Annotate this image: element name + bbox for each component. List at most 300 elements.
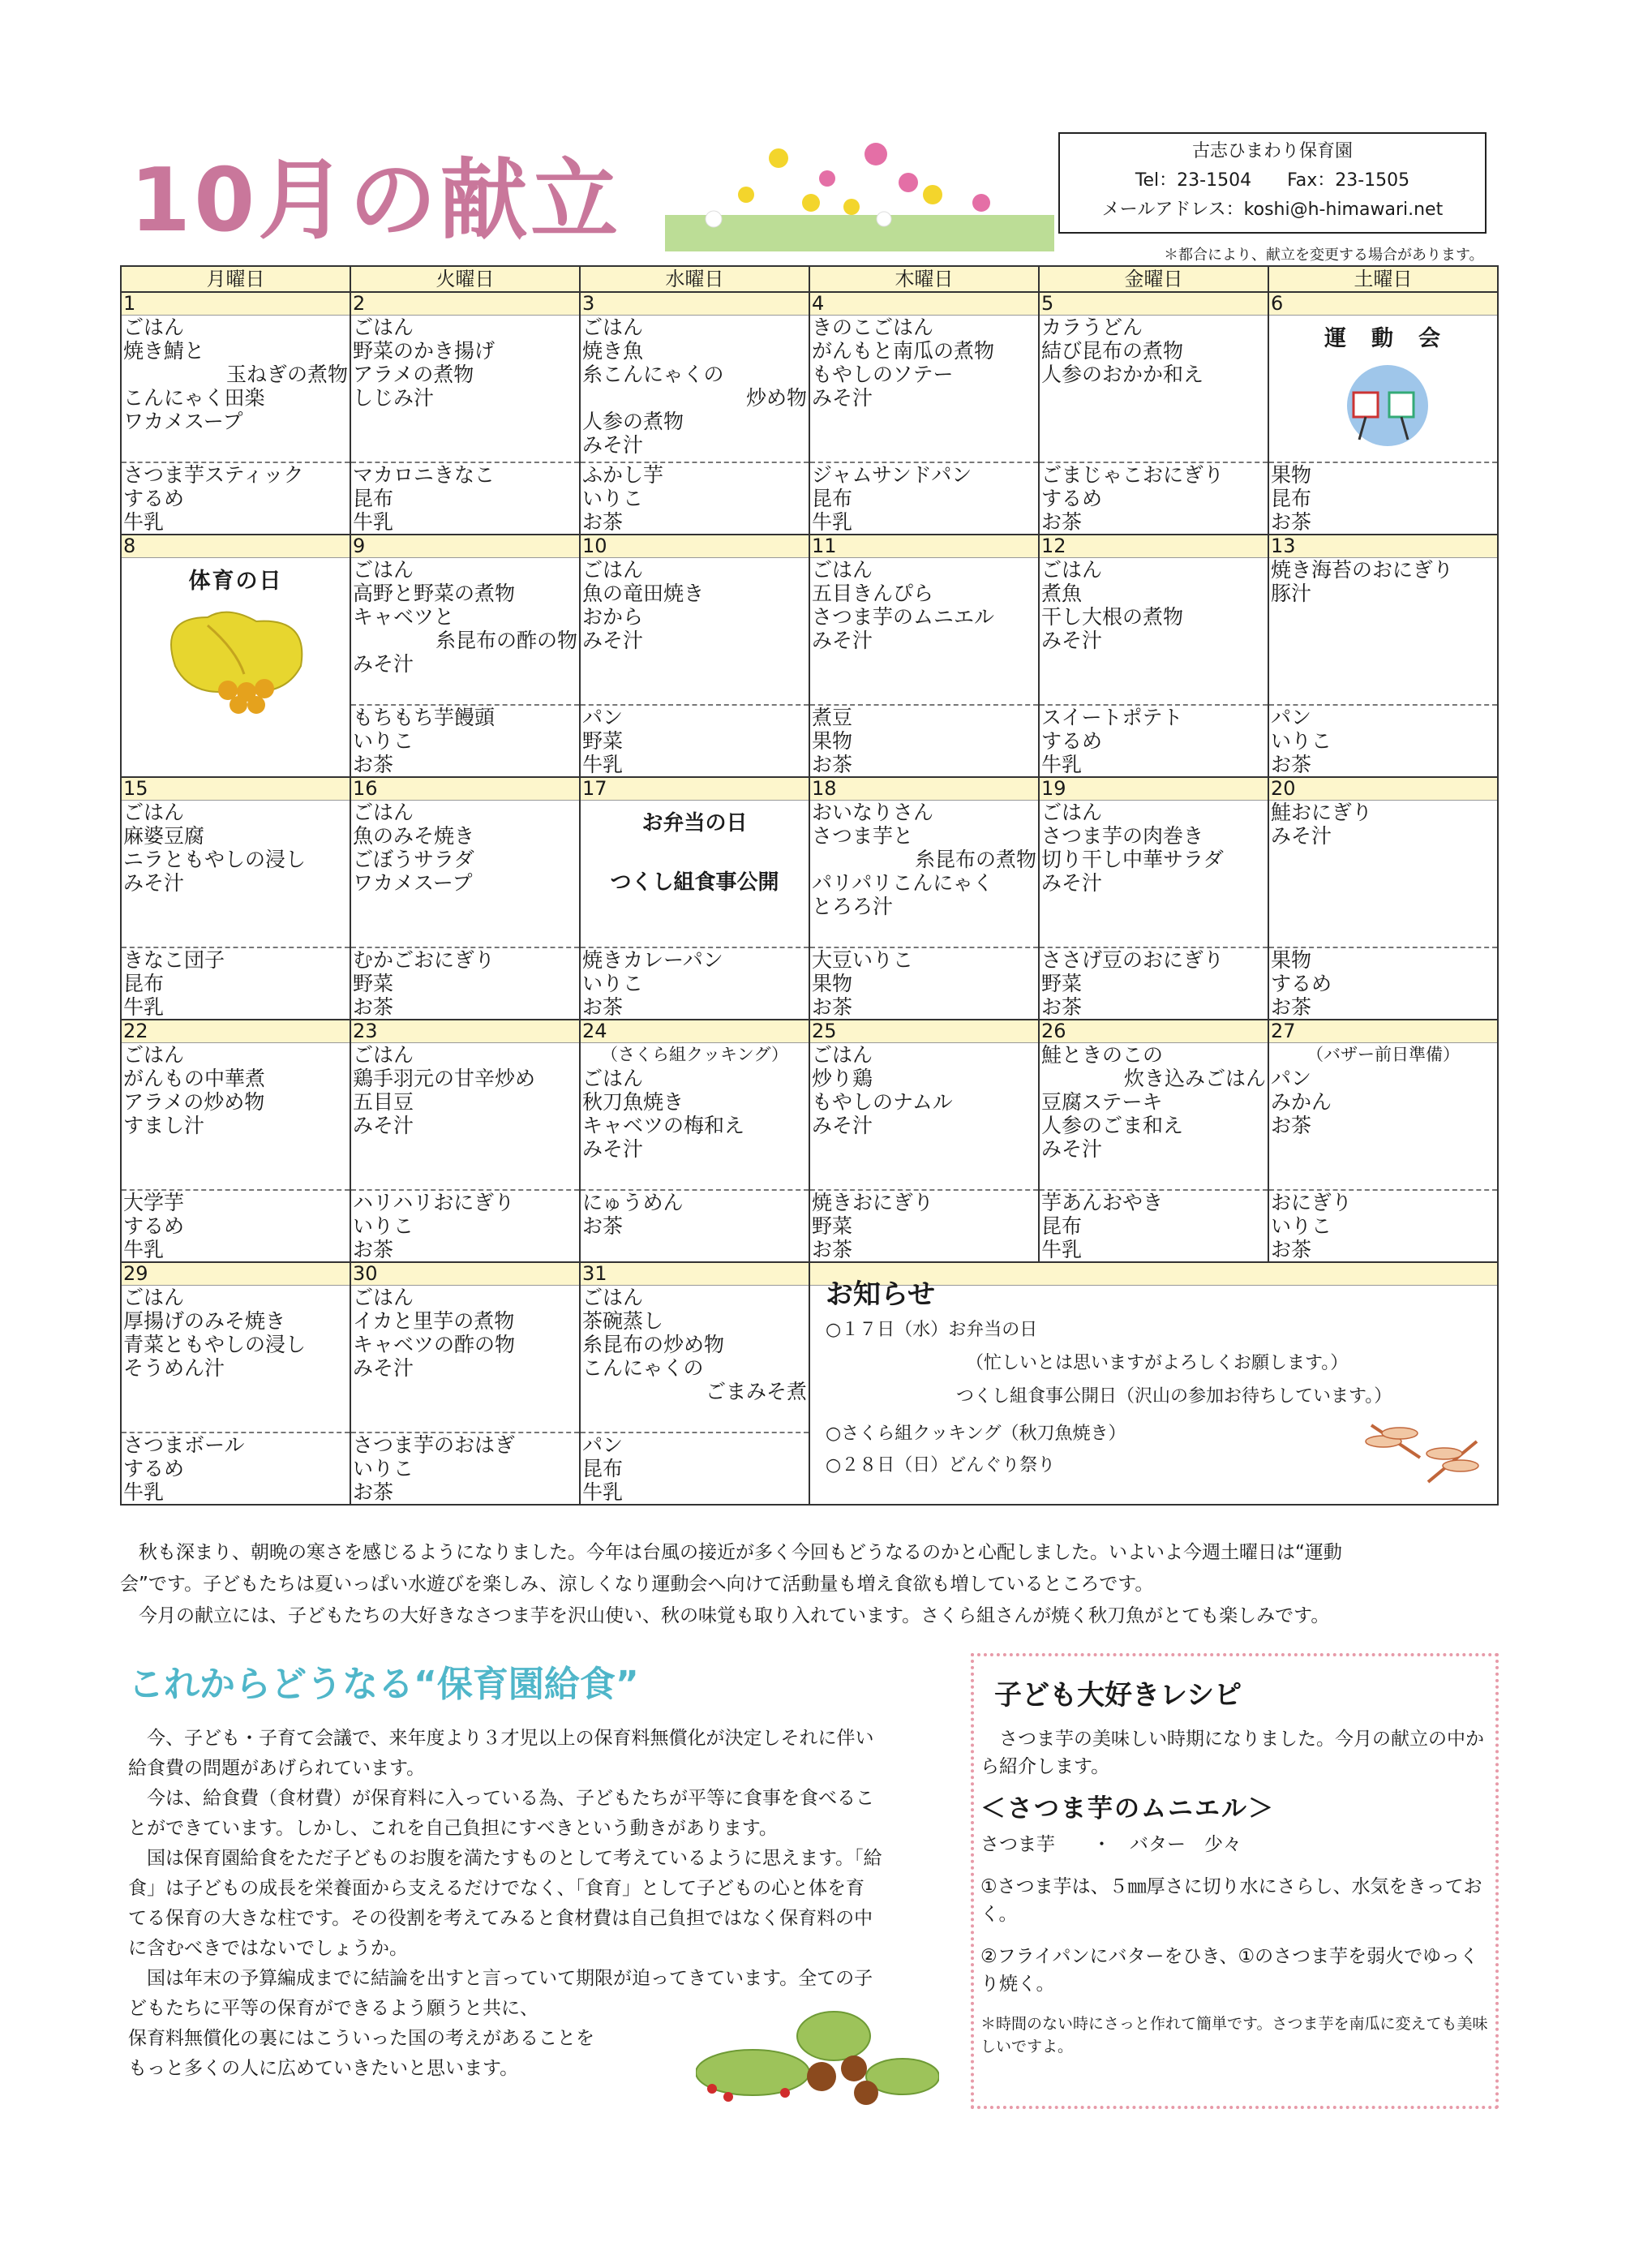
snack-item: お茶 xyxy=(353,1480,394,1504)
snack-item: マカロニきなこ xyxy=(353,463,496,487)
snack-item: いりこ xyxy=(1271,729,1332,753)
lunch-item: そうめん汁 xyxy=(123,1356,225,1380)
snack-item: もちもち芋饅頭 xyxy=(353,706,496,729)
snack-item: 牛乳 xyxy=(123,995,165,1019)
event-label: お弁当の日 xyxy=(641,811,748,835)
lunch-item: 焼き魚 xyxy=(582,339,644,363)
lunch-item: すまし汁 xyxy=(123,1114,205,1137)
article-line: どもたちに平等の保育ができるよう願うと共に、 xyxy=(128,1998,538,2019)
recipe-intro: さつま芋の美味しい時期になりました。今月の献立の中から紹介します。 xyxy=(980,1729,1484,1777)
event-label: 運 動 会 xyxy=(1324,326,1442,351)
day-number: 25 xyxy=(809,1020,1039,1043)
snack-item: 牛乳 xyxy=(123,510,165,534)
day-number: 16 xyxy=(350,777,580,801)
snack-item: さつま芋のおはぎ xyxy=(353,1433,516,1457)
snack-item: お茶 xyxy=(582,1214,624,1238)
snack-cell xyxy=(1039,947,1268,1020)
lunch-item: 野菜のかき揚げ xyxy=(353,339,496,363)
week-lunch-row xyxy=(121,316,1498,463)
snack-item: 果物 xyxy=(812,972,853,995)
lunch-item: ごまみそ煮 xyxy=(705,1380,807,1403)
day-number: 12 xyxy=(1039,535,1268,558)
lunch-item: 鶏手羽元の甘辛炒め xyxy=(353,1067,536,1090)
snack-cell xyxy=(1268,462,1498,535)
lunch-item: 鮭ときのこの xyxy=(1041,1043,1164,1067)
recipe-box xyxy=(971,1653,1499,2109)
day-number: 27 xyxy=(1268,1020,1498,1043)
day-number: 4 xyxy=(809,292,1039,316)
snack-item: 野菜 xyxy=(812,1214,853,1238)
notice-title: お知らせ xyxy=(826,1278,935,1311)
lunch-item: ごはん xyxy=(812,1043,873,1067)
event-label: 体育の日 xyxy=(188,569,283,594)
lunch-cell xyxy=(121,316,350,463)
lunch-item: しじみ汁 xyxy=(353,386,435,410)
recipe-body xyxy=(980,1725,1491,2073)
lunch-item: 秋刀魚焼き xyxy=(582,1090,684,1114)
snack-item: 牛乳 xyxy=(1041,753,1083,776)
lunch-cell xyxy=(809,1043,1039,1191)
snack-item: いりこ xyxy=(1271,1214,1332,1238)
intro-line-1: 秋も深まり、朝晩の寒さを感じるようになりました。今年は台風の接近が多く今回もどうなるのかと心配しました。いよいよ今週土曜日は“運動 xyxy=(120,1542,1342,1563)
snack-item: パン xyxy=(1271,706,1312,729)
article-line: に含むべきではないでしょうか。 xyxy=(128,1938,408,1959)
lunch-item: もやしのナムル xyxy=(812,1090,953,1114)
org-name: 古志ひまわり保育園 xyxy=(1191,141,1353,161)
snack-item: お茶 xyxy=(1271,1238,1312,1261)
lunch-item: 糸昆布の炒め物 xyxy=(582,1333,725,1356)
snack-item: 焼きカレーパン xyxy=(582,948,723,972)
lunch-item: 焼き鯖と xyxy=(123,339,205,363)
day-number: 24 xyxy=(580,1020,809,1043)
snack-item: いりこ xyxy=(353,1457,414,1480)
snack-item: にゅうめん xyxy=(582,1191,684,1214)
snack-cell xyxy=(350,1190,580,1262)
recipe-title: 子ども大好きレシピ xyxy=(994,1679,1242,1712)
notice-line-4: ○さくら組クッキング（秋刀魚焼き） xyxy=(826,1424,1126,1444)
lunch-cell xyxy=(580,1286,809,1433)
snack-cell xyxy=(580,1190,809,1262)
week-number-row xyxy=(121,292,1498,316)
lunch-item: ごぼうサラダ xyxy=(353,848,474,871)
day-number: 6 xyxy=(1268,292,1498,316)
lunch-item: キャベツと xyxy=(353,605,455,629)
day-number: 5 xyxy=(1039,292,1268,316)
intro-text xyxy=(120,1537,1499,1632)
snack-cell xyxy=(350,1433,580,1505)
weekday-tue: 火曜日 xyxy=(350,266,580,292)
lunch-cell xyxy=(1039,316,1268,463)
event-sublabel: つくし組食事公開 xyxy=(610,870,779,895)
dragonfly-illustration xyxy=(1355,1417,1485,1490)
lunch-cell xyxy=(1268,558,1498,706)
weekday-wed: 水曜日 xyxy=(580,266,809,292)
lunch-item: 鮭おにぎり xyxy=(1271,801,1373,824)
snack-cell xyxy=(350,947,580,1020)
weekday-thu: 木曜日 xyxy=(809,266,1039,292)
fax: Fax：23-1505 xyxy=(1287,170,1410,191)
snack-item: 牛乳 xyxy=(812,510,853,534)
lunch-item: みそ汁 xyxy=(812,629,873,652)
lunch-item: パン xyxy=(1271,1067,1312,1090)
snack-cell xyxy=(1268,705,1498,777)
lunch-item: みそ汁 xyxy=(582,1137,644,1161)
day-number: 13 xyxy=(1268,535,1498,558)
lunch-cell xyxy=(350,558,580,706)
day-number: 2 xyxy=(350,292,580,316)
lunch-item: 炒り鶏 xyxy=(812,1067,873,1090)
article-line: 保育料無償化の裏にはこういった国の考えがあることを xyxy=(128,2028,594,2049)
week-number-row xyxy=(121,535,1498,558)
lunch-item: キャベツの梅和え xyxy=(582,1114,745,1137)
snack-item: きなこ団子 xyxy=(123,948,225,972)
snack-item: 昆布 xyxy=(1271,487,1312,510)
email: メールアドレス：koshi@h-himawari.net xyxy=(1101,200,1444,220)
lunch-item: みそ汁 xyxy=(353,1114,414,1137)
recipe-step-1: ①さつま芋は、５㎜厚さに切り水にさらし、水気をきっておく。 xyxy=(980,1876,1482,1925)
snack-cell xyxy=(121,1433,350,1505)
lunch-item: 五目豆 xyxy=(353,1090,414,1114)
lunch-item: ごはん xyxy=(353,801,414,824)
lunch-cell xyxy=(121,558,350,778)
snack-item: 牛乳 xyxy=(123,1480,165,1504)
snack-cell xyxy=(1268,947,1498,1020)
snack-cell xyxy=(1039,1190,1268,1262)
day-number: 22 xyxy=(121,1020,350,1043)
lunch-item: 五目きんぴら xyxy=(812,582,934,605)
snack-item: お茶 xyxy=(812,753,853,776)
lunch-item: ごはん xyxy=(123,1286,185,1309)
contact-box xyxy=(1058,132,1487,234)
lunch-item: ごはん xyxy=(582,1286,644,1309)
snack-item: するめ xyxy=(1041,729,1103,753)
snack-item: するめ xyxy=(123,487,185,510)
week-lunch-row xyxy=(121,801,1498,948)
notice-line-3: つくし組食事公開日（沢山の参加お待ちしています。） xyxy=(956,1386,1392,1407)
snack-item: ハリハリおにぎり xyxy=(353,1191,515,1214)
lunch-item: ごはん xyxy=(353,558,414,582)
snack-item: 野菜 xyxy=(582,729,624,753)
notice-line-5: ○２８日（日）どんぐり祭り xyxy=(826,1455,1056,1475)
lunch-cell xyxy=(1268,1043,1498,1191)
lunch-item: がんもの中華煮 xyxy=(123,1067,266,1090)
snack-cell xyxy=(350,705,580,777)
snack-item: スイートポテト xyxy=(1041,706,1183,729)
lunch-item: もやしのソテー xyxy=(812,363,954,386)
lunch-item: パリパリこんにゃく xyxy=(812,871,993,895)
snack-cell xyxy=(1039,705,1268,777)
snack-item: お茶 xyxy=(812,1238,853,1261)
lunch-item: ごはん xyxy=(123,316,185,339)
lunch-cell xyxy=(121,1043,350,1191)
lunch-item: 人参のおかか和え xyxy=(1041,363,1204,386)
day-number: 15 xyxy=(121,777,350,801)
snack-item: 牛乳 xyxy=(353,510,394,534)
snack-item: お茶 xyxy=(1271,510,1312,534)
tel: Tel：23-1504 xyxy=(1135,170,1252,191)
recipe-step-2: ②フライパンにバターをひき、①のさつま芋を弱火でゆっくり焼く。 xyxy=(980,1946,1478,1995)
week-snack-row xyxy=(121,1190,1498,1262)
lunch-cell xyxy=(580,801,809,948)
snack-cell xyxy=(350,462,580,535)
lunch-cell xyxy=(1039,801,1268,948)
lunch-item: ごはん xyxy=(812,558,873,582)
lunch-item: ごはん xyxy=(353,316,414,339)
snack-item: 煮豆 xyxy=(812,706,853,729)
lunch-item: 魚のみそ焼き xyxy=(353,824,475,848)
lunch-item: ごはん xyxy=(582,1067,644,1090)
day-number: 18 xyxy=(809,777,1039,801)
lunch-item: イカと里芋の煮物 xyxy=(353,1309,515,1333)
lunch-item: 豚汁 xyxy=(1271,582,1312,605)
snack-item: いりこ xyxy=(582,487,644,510)
snack-item: 大学芋 xyxy=(123,1191,185,1214)
snack-item: 野菜 xyxy=(353,972,394,995)
snack-item: いりこ xyxy=(582,972,644,995)
lunch-cell xyxy=(350,316,580,463)
day-number: 26 xyxy=(1039,1020,1268,1043)
lunch-item: 切り干し中華サラダ xyxy=(1041,848,1224,871)
snack-item: パン xyxy=(582,706,624,729)
lunch-item: みそ汁 xyxy=(353,1356,414,1380)
article-line: てる保育の大きな柱です。その役割を考えてみると食材費は自己負担ではなく保育料の中 xyxy=(128,1908,873,1929)
lunch-cell xyxy=(121,1286,350,1433)
day-number: 20 xyxy=(1268,777,1498,801)
lunch-item: ごはん xyxy=(123,1043,185,1067)
day-number: 3 xyxy=(580,292,809,316)
day-number: 10 xyxy=(580,535,809,558)
snack-item: 野菜 xyxy=(1041,972,1083,995)
lunch-item: きのこごはん xyxy=(812,316,934,339)
day-number: 29 xyxy=(121,1262,350,1286)
lunch-cell xyxy=(1268,801,1498,948)
snack-item: 焼きおにぎり xyxy=(812,1191,934,1214)
lunch-item: おいなりさん xyxy=(812,801,934,824)
article-title: これからどうなる“保育園給食” xyxy=(128,1664,639,1705)
snack-item: するめ xyxy=(123,1214,185,1238)
lunch-cell xyxy=(1268,316,1498,463)
weekday-mon: 月曜日 xyxy=(121,266,350,292)
lunch-item: ごはん xyxy=(1041,801,1103,824)
snack-item: するめ xyxy=(1041,487,1103,510)
day-number: 31 xyxy=(580,1262,809,1286)
lunch-cell xyxy=(1039,558,1268,706)
lunch-cell xyxy=(809,558,1039,706)
lunch-item: カラうどん xyxy=(1041,316,1143,339)
lunch-item: （バザー前日準備） xyxy=(1306,1045,1460,1064)
snack-item: 牛乳 xyxy=(123,1238,165,1261)
snack-item: ふかし芋 xyxy=(582,463,664,487)
lunch-item: 豆腐ステーキ xyxy=(1041,1090,1163,1114)
cosmos-flowers-illustration xyxy=(665,130,1054,251)
day-number: 17 xyxy=(580,777,809,801)
snack-item: おにぎり xyxy=(1271,1191,1353,1214)
snack-cell xyxy=(580,705,809,777)
lunch-cell xyxy=(350,801,580,948)
lunch-item: みそ汁 xyxy=(582,433,644,457)
lunch-cell xyxy=(809,316,1039,463)
snack-cell xyxy=(1268,1190,1498,1262)
day-number: 30 xyxy=(350,1262,580,1286)
snack-item: 昆布 xyxy=(353,487,394,510)
sports-day-illustration xyxy=(1271,359,1495,448)
lunch-item: ごはん xyxy=(123,801,185,824)
lunch-item: 糸昆布の煮物 xyxy=(914,848,1036,871)
snack-item: お茶 xyxy=(1041,995,1083,1019)
lunch-item: アラメの炒め物 xyxy=(123,1090,265,1114)
snack-item: お茶 xyxy=(1271,753,1312,776)
lunch-item: こんにゃく田楽 xyxy=(123,386,265,410)
snack-item: 昆布 xyxy=(812,487,853,510)
lunch-item: みそ汁 xyxy=(812,386,873,410)
lunch-cell xyxy=(809,801,1039,948)
snack-cell xyxy=(1039,462,1268,535)
lunch-item: 人参の煮物 xyxy=(582,410,684,433)
day-number: 11 xyxy=(809,535,1039,558)
snack-item: 昆布 xyxy=(582,1457,624,1480)
snack-cell xyxy=(121,462,350,535)
article-line: 給食費の問題があげられています。 xyxy=(128,1758,426,1779)
snack-item: さつまボール xyxy=(123,1433,245,1457)
snack-item: いりこ xyxy=(353,729,414,753)
snack-item: 牛乳 xyxy=(582,753,624,776)
lunch-cell xyxy=(580,1043,809,1191)
chestnut-leaves-illustration xyxy=(696,1995,939,2125)
week-snack-row xyxy=(121,947,1498,1020)
lunch-item: ごはん xyxy=(582,316,644,339)
lunch-item: さつま芋のムニエル xyxy=(812,605,995,629)
snack-cell xyxy=(121,1190,350,1262)
snack-cell xyxy=(580,462,809,535)
snack-item: お茶 xyxy=(1271,995,1312,1019)
week-number-row xyxy=(121,777,1498,801)
snack-item: お茶 xyxy=(812,995,853,1019)
lunch-item: みそ汁 xyxy=(353,652,414,676)
lunch-item: みそ汁 xyxy=(1041,1137,1103,1161)
snack-cell xyxy=(809,462,1039,535)
snack-item: お茶 xyxy=(353,753,394,776)
lunch-item: ワカメスープ xyxy=(353,871,473,895)
snack-cell xyxy=(121,947,350,1020)
lunch-item: キャベツの酢の物 xyxy=(353,1333,516,1356)
lunch-item: おから xyxy=(582,605,644,629)
snack-item: むかごおにぎり xyxy=(353,948,496,972)
lunch-item: 人参のごま和え xyxy=(1041,1114,1184,1137)
lunch-item: 煮魚 xyxy=(1041,582,1083,605)
lunch-item: 麻婆豆腐 xyxy=(123,824,205,848)
lunch-item: みそ汁 xyxy=(1041,629,1103,652)
snack-item: パン xyxy=(582,1433,624,1457)
intro-line-2: 会”です。子どもたちは夏いっぱい水遊びを楽しみ、涼しくなり運動会へ向けて活動量も増え食欲も増しているところです。 xyxy=(120,1574,1154,1595)
lunch-item: ごはん xyxy=(1041,558,1103,582)
week-number-row xyxy=(121,1020,1498,1043)
lunch-item: 厚揚げのみそ焼き xyxy=(123,1309,286,1333)
snack-item: 昆布 xyxy=(123,972,165,995)
page-title: 10月の献立 xyxy=(130,150,622,251)
recipe-ingredients: さつま芋 ・ バター 少々 xyxy=(980,1834,1242,1855)
notice-line-1: ○１７日（水）お弁当の日 xyxy=(826,1320,1038,1340)
day-number: 1 xyxy=(121,292,350,316)
article-line: もっと多くの人に広めていきたいと思います。 xyxy=(128,2058,519,2079)
week-lunch-row xyxy=(121,1043,1498,1191)
snack-item: 牛乳 xyxy=(582,1480,624,1504)
snack-item: ジャムサンドパン xyxy=(812,463,972,487)
lunch-item: みそ汁 xyxy=(123,871,185,895)
snack-cell xyxy=(580,1433,809,1505)
snack-item: いりこ xyxy=(353,1214,414,1238)
day-number: 8 xyxy=(121,535,350,558)
snack-item: するめ xyxy=(123,1457,185,1480)
lunch-item: アラメの煮物 xyxy=(353,363,474,386)
snack-item: お茶 xyxy=(353,995,394,1019)
week-lunch-row xyxy=(121,558,1498,706)
lunch-item: 糸こんにゃくの xyxy=(582,363,724,386)
lunch-item: 炊き込みごはん xyxy=(1123,1067,1266,1090)
snack-item: 芋あんおやき xyxy=(1041,1191,1164,1214)
weekday-sat: 土曜日 xyxy=(1268,266,1498,292)
lunch-item: ワカメスープ xyxy=(123,410,243,433)
snack-item: 果物 xyxy=(1271,948,1312,972)
lunch-item: みそ汁 xyxy=(812,1114,873,1137)
snack-item: お茶 xyxy=(582,510,624,534)
snack-item: お茶 xyxy=(582,995,624,1019)
snack-item: さつま芋スティック xyxy=(123,463,304,487)
snack-item: するめ xyxy=(1271,972,1332,995)
lunch-item: 魚の竜田焼き xyxy=(582,582,705,605)
snack-item: ごまじゃこおにぎり xyxy=(1041,463,1225,487)
lunch-item: 結び昆布の煮物 xyxy=(1041,339,1184,363)
lunch-item: さつま芋と xyxy=(812,824,914,848)
lunch-item: みそ汁 xyxy=(1041,871,1103,895)
notice-line-2: （忙しいとは思いますがよろしくお願します。） xyxy=(966,1353,1349,1373)
article-line: 食」は子どもの成長を栄養面から支えるだけでなく、「食育」として子どもの心と体を育 xyxy=(128,1878,865,1899)
snack-item: 果物 xyxy=(812,729,853,753)
lunch-cell xyxy=(350,1286,580,1433)
lunch-item: 茶碗蒸し xyxy=(582,1309,664,1333)
lunch-item: 青菜ともやしの浸し xyxy=(123,1333,307,1356)
lunch-cell xyxy=(1039,1043,1268,1191)
week-snack-row xyxy=(121,462,1498,535)
weekday-fri: 金曜日 xyxy=(1039,266,1268,292)
lunch-item: とろろ汁 xyxy=(812,895,894,918)
lunch-item: 高野と野菜の煮物 xyxy=(353,582,516,605)
menu-change-note: ＊都合により、献立を変更する場合があります。 xyxy=(1164,247,1484,264)
lunch-item: 玉ねぎの煮物 xyxy=(225,363,348,386)
snack-cell xyxy=(580,947,809,1020)
lunch-item: お茶 xyxy=(1271,1114,1312,1137)
lunch-item: みそ汁 xyxy=(1271,824,1332,848)
lunch-cell xyxy=(580,558,809,706)
article-line: 今は、給食費（食材費）が保育料に入っている為、子どもたちが平等に食事を食べるこ xyxy=(128,1788,874,1809)
article-line: 国は年末の予算編成までに結論を出すと言っていて期限が迫ってきています。全ての子 xyxy=(128,1968,873,1989)
lunch-item: みそ汁 xyxy=(582,629,644,652)
recipe-name: ＜さつま芋のムニエル＞ xyxy=(980,1794,1275,1823)
intro-line-3: 今月の献立には、子どもたちの大好きなさつま芋を沢山使い、秋の味覚も取り入れています。さくら組さんが焼く秋刀魚がとても楽しみです。 xyxy=(120,1605,1330,1626)
notice-box xyxy=(812,1267,1499,1499)
lunch-cell xyxy=(580,316,809,463)
lunch-item: さつま芋の肉巻き xyxy=(1041,824,1204,848)
phone-fax xyxy=(1060,166,1485,195)
day-number: 9 xyxy=(350,535,580,558)
recipe-footnote: ＊時間のない時にさっと作れて簡単です。さつま芋を南瓜に変えても美味しいですよ。 xyxy=(980,2015,1488,2055)
lunch-item: がんもと南瓜の煮物 xyxy=(812,339,995,363)
article-line: とができています。しかし、これを自己負担にすべきという動きがあります。 xyxy=(128,1818,778,1839)
lunch-item: 焼き海苔のおにぎり xyxy=(1271,558,1454,582)
lunch-item: ごはん xyxy=(353,1286,414,1309)
ginkgo-illustration xyxy=(123,601,348,715)
snack-cell xyxy=(809,705,1039,777)
snack-item: 果物 xyxy=(1271,463,1312,487)
